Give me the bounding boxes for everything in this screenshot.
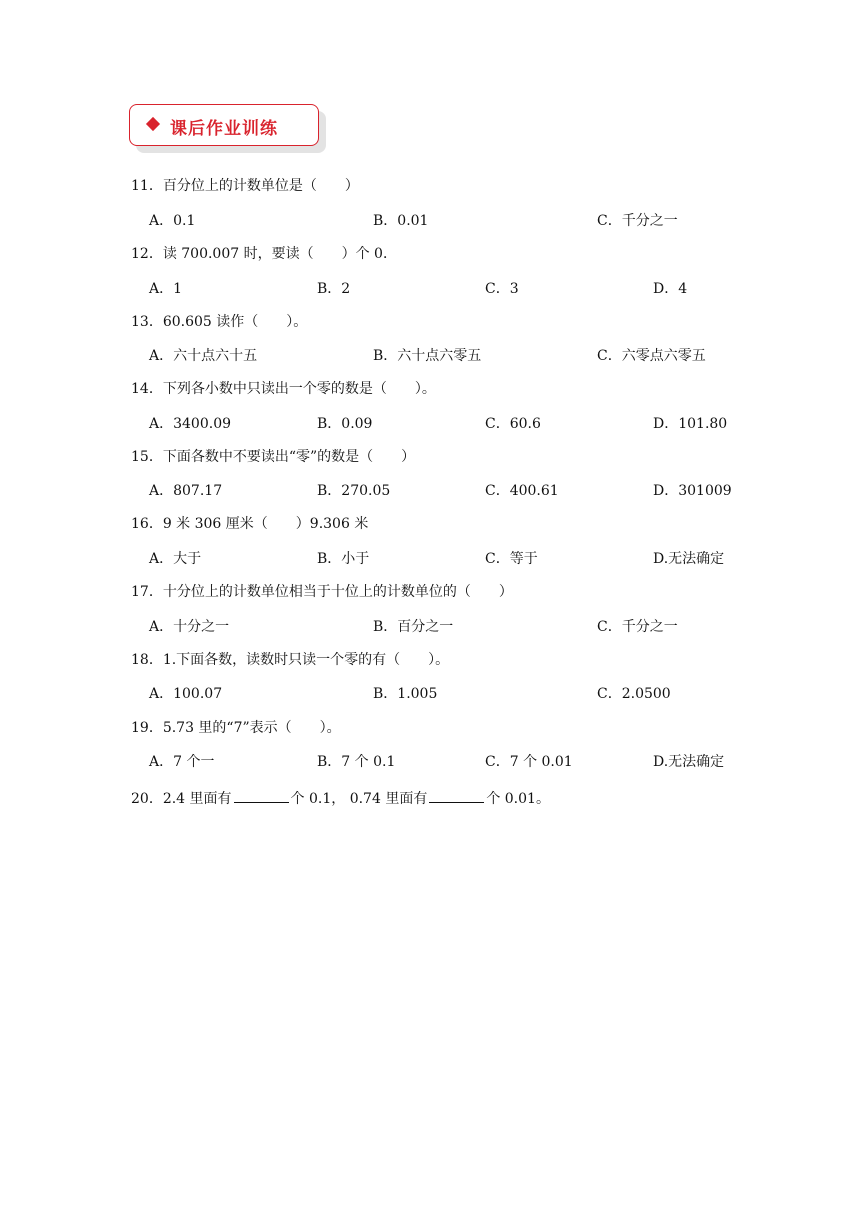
question-15: 15．下面各数中不要读出“零”的数是（ ）: [131, 449, 416, 465]
option-14-c[interactable]: C．60.6: [485, 416, 541, 432]
option-17-a[interactable]: A．十分之一: [149, 619, 230, 635]
option-11-a[interactable]: A．0.1: [149, 213, 196, 229]
question-20-part1: 20．2.4 里面有: [131, 791, 232, 807]
question-13: 13．60.605 读作（ ）。: [131, 314, 308, 330]
question-12: 12．读 700.007 时，要读（ ）个 0．: [131, 246, 397, 262]
option-18-c[interactable]: C．2.0500: [597, 686, 671, 702]
question-20-part2: 个 0.1， 0.74 里面有: [290, 791, 428, 807]
option-11-c[interactable]: C．千分之一: [597, 213, 678, 229]
option-12-d[interactable]: D．4: [653, 281, 688, 297]
option-15-c[interactable]: C．400.61: [485, 483, 559, 499]
option-12-c[interactable]: C．3: [485, 281, 519, 297]
option-19-c[interactable]: C．7 个 0.01: [485, 754, 573, 770]
option-16-b[interactable]: B．小于: [317, 551, 370, 567]
question-20-part3: 个 0.01。: [486, 791, 550, 807]
question-19: 19．5.73 里的“7”表示（ ）。: [131, 720, 341, 736]
option-13-c[interactable]: C．六零点六零五: [597, 348, 706, 364]
option-14-d[interactable]: D．101.80: [653, 416, 728, 432]
option-16-c[interactable]: C．等于: [485, 551, 538, 567]
option-19-b[interactable]: B．7 个 0.1: [317, 754, 396, 770]
option-18-b[interactable]: B．1.005: [373, 686, 438, 702]
question-18: 18．1.下面各数，读数时只读一个零的有（ ）。: [131, 652, 450, 668]
section-header: [129, 104, 319, 146]
option-14-a[interactable]: A．3400.09: [149, 416, 232, 432]
question-14: 14．下列各小数中只读出一个零的数是（ ）。: [131, 381, 436, 397]
option-18-a[interactable]: A．100.07: [149, 686, 223, 702]
option-19-a[interactable]: A．7 个一: [149, 754, 215, 770]
option-15-a[interactable]: A．807.17: [149, 483, 223, 499]
question-17: 17．十分位上的计数单位相当于十位上的计数单位的（ ）: [131, 584, 513, 600]
option-13-a[interactable]: A．六十点六十五: [149, 348, 258, 364]
answer-blank-1[interactable]: [234, 788, 289, 803]
option-15-d[interactable]: D．301009: [653, 483, 732, 499]
option-14-b[interactable]: B．0.09: [317, 416, 373, 432]
question-20: [131, 788, 550, 808]
option-13-b[interactable]: B．六十点六零五: [373, 348, 482, 364]
option-16-d[interactable]: D.无法确定: [653, 551, 725, 567]
question-11: 11．百分位上的计数单位是（ ）: [131, 178, 359, 194]
option-17-b[interactable]: B．百分之一: [373, 619, 454, 635]
option-12-b[interactable]: B．2: [317, 281, 351, 297]
diamond-icon: [146, 117, 160, 131]
option-15-b[interactable]: B．270.05: [317, 483, 391, 499]
answer-blank-2[interactable]: [429, 788, 484, 803]
option-16-a[interactable]: A．大于: [149, 551, 202, 567]
question-16: 16．9 米 306 厘米（ ）9.306 米: [131, 516, 369, 532]
option-19-d[interactable]: D.无法确定: [653, 754, 725, 770]
option-12-a[interactable]: A．1: [149, 281, 183, 297]
section-title: 课后作业训练: [170, 119, 278, 139]
option-17-c[interactable]: C．千分之一: [597, 619, 678, 635]
option-11-b[interactable]: B．0.01: [373, 213, 429, 229]
